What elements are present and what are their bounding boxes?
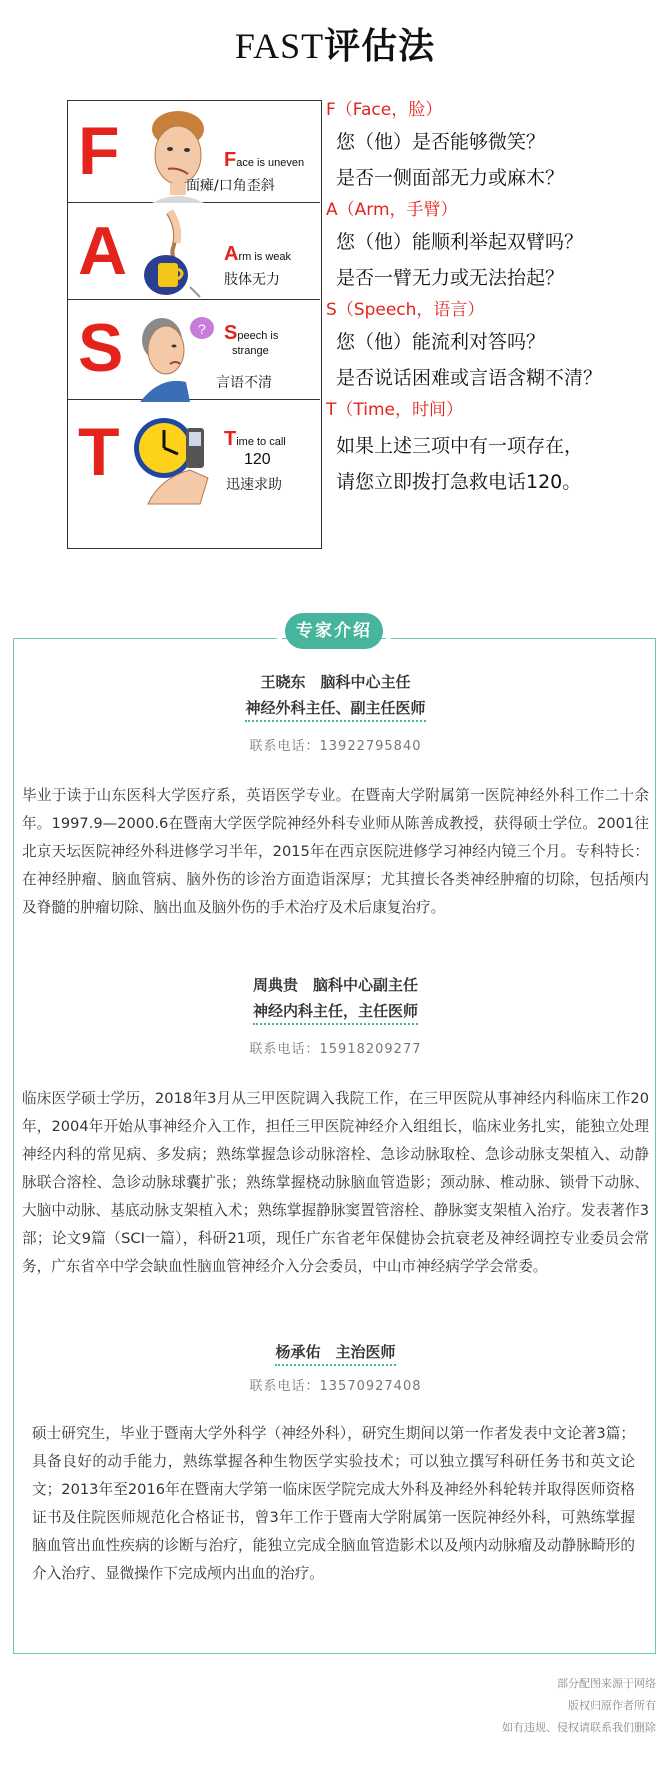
caption-rest-f: ace is uneven bbox=[236, 157, 305, 169]
letter-a: A bbox=[78, 213, 128, 289]
expert-name: 王晓东 脑科中心主任 bbox=[260, 673, 411, 691]
fast-line: 您（他）是否能够微笑？ bbox=[336, 131, 546, 153]
caption-cap-t: T bbox=[224, 428, 237, 450]
expert-role-text: 神经外科主任、副主任医师 bbox=[245, 697, 425, 722]
caption-en-s bbox=[224, 322, 278, 357]
arm-illustration-icon bbox=[130, 209, 220, 305]
expert-bio: 临床医学硕士学历，2018年3月从三甲医院调入我院工作，在三甲医院从事神经内科临床工作20年，2004年开始从事神经介入工作，担任三甲医院神经介入组组长，临床业务扎实，能独立处理神经内科的常见病、多发病；熟练掌握急诊动脉溶栓、急诊动脉取栓、急诊动脉支架植入、动静脉联合溶栓、急诊动脉球囊扩张；熟练掌握桡动脉脑血管造影；颈动脉、椎动脉、锁骨下动脉、大脑中动脉、基底动脉支架植入术；熟练掌握静脉窦置管溶栓、静脉窦支架植入治疗。发表著作3部；论文9篇（SCI一篇），科研21项，现任广东省老年保健协会抗衰老及神经调控专业委员会常务，广东省卒中学会缺血性脑血管神经介入分会委员，中山市神经病学学会常委。 bbox=[22, 1090, 649, 1275]
caption-cap-f: F bbox=[224, 149, 237, 171]
expert-name: 周典贵 脑科中心副主任 bbox=[252, 976, 418, 994]
expert-card-2 bbox=[14, 972, 657, 1281]
caption-rest2-s: strange bbox=[232, 345, 269, 357]
letter-t: T bbox=[78, 414, 120, 490]
expert-role-text: 神经内科主任，主任医师 bbox=[253, 1000, 418, 1025]
caption-en-f bbox=[224, 149, 304, 172]
title-latin: FAST bbox=[234, 26, 325, 66]
fast-row-f bbox=[68, 101, 320, 203]
fast-line: 是否说话困难或言语含糊不清？ bbox=[336, 367, 603, 389]
caption-cap-s: S bbox=[224, 322, 238, 344]
fast-row-s bbox=[68, 300, 320, 400]
fast-row-t bbox=[68, 400, 320, 548]
fast-heading-f: F（Face，脸） bbox=[326, 100, 443, 120]
expert-name-text: 杨承佑 主治医师 bbox=[275, 1340, 395, 1366]
fast-heading-t: T（Time，时间） bbox=[326, 400, 463, 420]
fast-text bbox=[326, 96, 656, 500]
clock-phone-illustration-icon bbox=[130, 406, 220, 506]
fast-line: 是否一侧面部无力或麻木？ bbox=[336, 167, 565, 189]
expert-name bbox=[14, 1339, 657, 1365]
fast-line: 您（他）能顺利举起双臂吗？ bbox=[336, 231, 584, 253]
expert-section bbox=[13, 638, 656, 1654]
caption-en-t bbox=[224, 428, 286, 469]
expert-role bbox=[14, 998, 657, 1024]
footer-line: 版权归原作者所有 bbox=[568, 1699, 656, 1712]
expert-card-3 bbox=[14, 1339, 657, 1588]
speech-illustration-icon bbox=[130, 306, 220, 402]
caption-cn-f: 面瘫/口角歪斜 bbox=[186, 178, 275, 194]
fast-heading-a: A（Arm，手臂） bbox=[326, 200, 458, 220]
footer-line: 部分配图来源于网络 bbox=[557, 1677, 656, 1690]
fast-line: 您（他）能流利对答吗？ bbox=[336, 331, 546, 353]
expert-phone: 联系电话：13922795840 bbox=[249, 739, 422, 754]
caption-rest2-t: 120 bbox=[244, 451, 271, 468]
caption-cn-s: 言语不清 bbox=[216, 375, 272, 391]
caption-rest-a: rm is weak bbox=[238, 251, 292, 263]
letter-f: F bbox=[78, 113, 120, 189]
fast-line: 请您立即拨打急救电话120。 bbox=[336, 471, 582, 493]
title-cn: 评估法 bbox=[324, 25, 436, 67]
expert-phone: 联系电话：15918209277 bbox=[249, 1042, 422, 1057]
fast-heading-s: S（Speech，语言） bbox=[326, 300, 485, 320]
expert-bio: 硕士研究生，毕业于暨南大学外科学（神经外科），研究生期间以第一作者发表中文论著3篇；具备良好的动手能力，熟练掌握各种生物医学实验技术；可以独立撰写科研任务书和英文论文；2013年至2016年在暨南大学第一临床医学院完成大外科及神经外科轮转并取得医师资格证书及住院医师规范化合格证书，曾3年工作于暨南大学附属第一医院神经外科，可熟练掌握脑血管出血性疾病的诊断与治疗，能独立完成全脑血管造影术以及颅内动脉瘤及动静脉畸形的介入治疗、显微操作下完成颅内出血的治疗。 bbox=[32, 1425, 635, 1582]
footer-line: 如有违规、侵权请联系我们删除 bbox=[502, 1721, 656, 1734]
fast-line: 是否一臂无力或无法抬起？ bbox=[336, 267, 565, 289]
footer-note bbox=[502, 1673, 656, 1739]
caption-rest-t: ime to call bbox=[236, 436, 286, 448]
expert-bio: 毕业于读于山东医科大学医疗系，英语医学专业。在暨南大学附属第一医院神经外科工作二十余年。1997.9—2000.6在暨南大学医学院神经外科专业师从陈善成教授，获得硕士学位。2001往北京天坛医院神经外科进修学习半年，2015年在西京医院进修学习神经内镜三个月。专科特长：在神经肿瘤、脑血管病、脑外伤的诊治方面造诣深厚；尤其擅长各类神经肿瘤的切除，包括颅内及脊髓的肿瘤切除、脑出血及脑外伤的手术治疗及术后康复治疗。 bbox=[22, 787, 649, 916]
svg-text:?: ? bbox=[198, 321, 206, 337]
caption-cap-a: A bbox=[224, 243, 239, 265]
letter-s: S bbox=[78, 310, 124, 386]
caption-rest-s: peech is bbox=[237, 330, 279, 342]
expert-phone: 联系电话：13570927408 bbox=[249, 1379, 422, 1394]
caption-cn-t: 迅速求助 bbox=[226, 477, 282, 493]
expert-role bbox=[14, 695, 657, 721]
caption-cn-a: 肢体无力 bbox=[224, 272, 280, 288]
fast-table bbox=[67, 100, 322, 549]
expert-card-1 bbox=[14, 669, 657, 922]
caption-en-a bbox=[224, 243, 291, 266]
expert-badge: 专家介绍 bbox=[285, 613, 383, 649]
page-title bbox=[0, 18, 670, 69]
fast-row-a bbox=[68, 203, 320, 300]
fast-line: 如果上述三项中有一项存在， bbox=[336, 435, 584, 457]
